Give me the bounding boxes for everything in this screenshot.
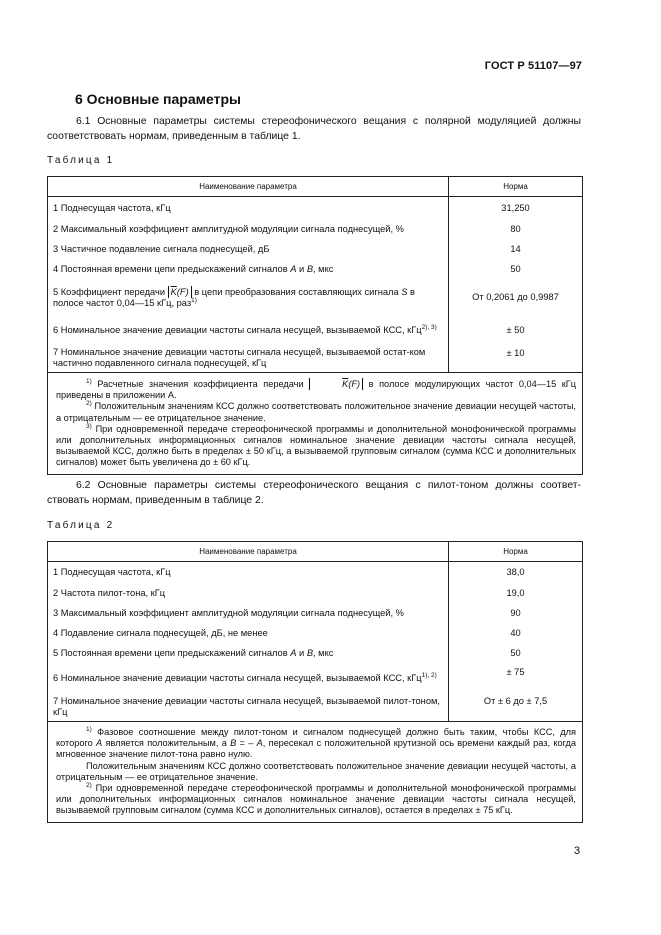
footnote-text: Положительным значениям КСС должно соответствовать положительное значение девиации несущей частоты, а отрицательным — ее отрицательное значение.: [56, 401, 576, 423]
table-row: [48, 220, 583, 240]
table-row: [48, 280, 583, 316]
footnote-symbol: A: [96, 738, 103, 749]
k-argument: (F): [348, 379, 361, 389]
table1-col-name: Наименование параметра: [48, 177, 449, 197]
param-name-text: 6 Номинальное значение девиации частоты сигнала несущей, вызываемой КСС, кГц: [53, 324, 422, 335]
param-name-text: в цепи преобразования составляющих сигнала: [191, 287, 402, 297]
param-name: [48, 316, 449, 345]
footnote-text: в полосе модулирующих частот 0,04—15 кГц приведены в приложении А.: [56, 379, 577, 401]
table2-caption: Таблица 2: [47, 520, 115, 531]
k-symbol: $\overline{K}$: [342, 379, 349, 389]
footnote-marker: 3): [86, 422, 92, 430]
table2: [47, 541, 583, 823]
param-name-text: 6 Номинальное значение девиации частоты сигнала несущей, вызываемой КСС, кГц: [53, 672, 422, 683]
param-name-symbol: A: [290, 264, 297, 274]
param-norm: От ± 6 до ± 7,5: [449, 693, 583, 722]
table-row: [48, 693, 583, 722]
param-name: 4 Подавление сигнала поднесущей, дБ, не менее: [48, 624, 449, 644]
table1-col-norm: Норма: [449, 177, 583, 197]
table-row: [48, 240, 583, 260]
param-name: 3 Частичное подавление сигнала поднесущей, дБ: [48, 240, 449, 260]
table-row: [48, 584, 583, 604]
param-norm: 50: [449, 260, 583, 280]
param-norm: 38,0: [449, 562, 583, 584]
footnote: [56, 727, 576, 761]
table1-caption: Таблица 1: [47, 155, 115, 166]
param-norm: ± 10: [449, 345, 583, 373]
footnote-ref: 1), 2): [421, 671, 437, 679]
param-name: 2 Частота пилот-тона, кГц: [48, 584, 449, 604]
footnote-ref: 1): [191, 297, 197, 304]
param-name-text: и: [296, 648, 307, 658]
table2-col-norm: Норма: [449, 542, 583, 562]
footnote-text: = –: [236, 738, 257, 749]
param-name: [48, 260, 449, 280]
param-name: [48, 644, 449, 664]
footnote-marker: 2): [86, 782, 92, 790]
table-row: [48, 345, 583, 373]
table-row: [48, 664, 583, 693]
param-norm: 31,250: [449, 197, 583, 220]
param-norm: ± 50: [449, 316, 583, 345]
footnote-symbol: B: [230, 738, 237, 749]
param-name: [48, 280, 449, 316]
footnote: Положительным значениям КСС должно соответствовать положительное значение девиации несущей частоты, а отрицательным — ее отрицательное значение.: [56, 760, 576, 782]
param-name-symbol: B: [306, 264, 314, 274]
param-name-text: и: [296, 264, 307, 274]
footnote-text: При одновременной передаче стереофонической программы и дополнительной монофонической программы или дополнительных информационных сигналов номинальное значение девиации частоты сигнала несущей, вызываемой КСС, должно быть в пределах ± 50 кГц, а вызываемой групповым сигналом (сумма КСС и дополнительных сигналов) может быть увеличена до ± 60 кГц.: [56, 423, 576, 468]
param-norm: От 0,2061 до 0,9987: [449, 280, 583, 316]
footnote-ref: 2), 3): [421, 323, 437, 331]
param-name: 7 Номинальное значение девиации частоты сигнала несущей, вызываемой остат-ком частично подавленного сигнала поднесущей, кГц: [48, 345, 449, 373]
footnote-text: При одновременной передаче стереофонической программы и дополнительной монофонической программы или дополнительных информационных сигналов номинальное значение девиации частоты сигнала несущей, вызываемой групповым сигналом (сумма КСС и дополнительных сигналов), остается в пределах ± 75 кГц.: [56, 783, 576, 816]
param-name-symbol: S: [401, 287, 408, 297]
table1: [47, 176, 583, 475]
footnote: [56, 378, 576, 401]
table-row: [48, 644, 583, 664]
footnote-text: является положительным, а: [102, 738, 231, 749]
transfer-coefficient-formula: [309, 378, 363, 390]
param-name-text: , мкс: [313, 648, 334, 658]
param-name-text: , мкс: [313, 264, 334, 274]
footnote-marker: 1): [86, 378, 92, 385]
footnote: [56, 783, 576, 817]
page-number: 3: [574, 845, 581, 857]
param-name-text: 4 Постоянная времени цепи предыскажений сигналов: [53, 264, 291, 274]
footnote-text: Расчетные значения коэффициента передачи: [91, 379, 310, 389]
param-name-text: 5 Постоянная времени цепи предыскажений сигналов: [53, 648, 291, 658]
param-norm: 19,0: [449, 584, 583, 604]
table-row: [48, 604, 583, 624]
footnote: [56, 401, 576, 423]
param-name: 2 Максимальный коэффициент амплитудной модуляции сигнала поднесущей, %: [48, 220, 449, 240]
param-name-symbol: B: [306, 648, 314, 658]
footnote-marker: 1): [86, 726, 92, 733]
table2-footnotes: [48, 722, 583, 823]
param-norm: 40: [449, 624, 583, 644]
table-row: [48, 562, 583, 584]
footnote-symbol: A: [256, 738, 263, 749]
table-row: [48, 260, 583, 280]
param-norm: 90: [449, 604, 583, 624]
param-name-symbol: A: [290, 648, 297, 658]
k-argument: (F): [176, 287, 189, 297]
param-name-text: 5 Коэффициент передачи: [53, 287, 168, 297]
param-name-text: в полосе частот 0,04—15 кГц, раз: [53, 287, 415, 308]
paragraph-6-2: 6.2 Основные параметры системы стереофонического вещания с пилот-тоном должны соответ-ствовать нормам, приведенным в таблице 2.: [47, 480, 581, 506]
param-name: 1 Поднесущая частота, кГц: [48, 197, 449, 220]
param-norm: 80: [449, 220, 583, 240]
footnote-marker: 2): [86, 400, 92, 408]
param-name: 7 Номинальное значение девиации частоты сигнала несущей, вызываемой пилот-тоном, кГц: [48, 693, 449, 722]
table-row: [48, 316, 583, 345]
table1-footnotes: [48, 373, 583, 475]
param-name: 3 Максимальный коэффициент амплитудной модуляции сигнала поднесущей, %: [48, 604, 449, 624]
section-title: 6 Основные параметры: [75, 91, 241, 107]
table2-col-name: Наименование параметра: [48, 542, 449, 562]
document-code: ГОСТ Р 51107—97: [484, 60, 582, 72]
transfer-coefficient-formula: [168, 286, 192, 298]
param-norm: 50: [449, 644, 583, 664]
param-norm: ± 75: [449, 664, 583, 693]
paragraph-6-1: 6.1 Основные параметры системы стереофонического вещания с полярной модуляцией должны соответствовать нормам, приведенным в таблице 1.: [47, 116, 581, 142]
param-name: [48, 664, 449, 693]
table-row: [48, 624, 583, 644]
table1-header-row: [48, 177, 583, 197]
param-norm: 14: [449, 240, 583, 260]
footnote-text: Фазовое соотношение между пилот-тоном и сигналом поднесущей должно быть таким, чтобы КСС, для которого: [56, 727, 576, 749]
param-name: 1 Поднесущая частота, кГц: [48, 562, 449, 584]
k-symbol: $\overline{K}$: [170, 287, 177, 297]
table-row: [48, 197, 583, 220]
footnote-text: , пересекал с положительной крутизной ось времени каждый раз, когда мгновенное значение пилот-тона равно нулю.: [56, 738, 576, 760]
footnote: [56, 424, 576, 469]
table2-header-row: [48, 542, 583, 562]
